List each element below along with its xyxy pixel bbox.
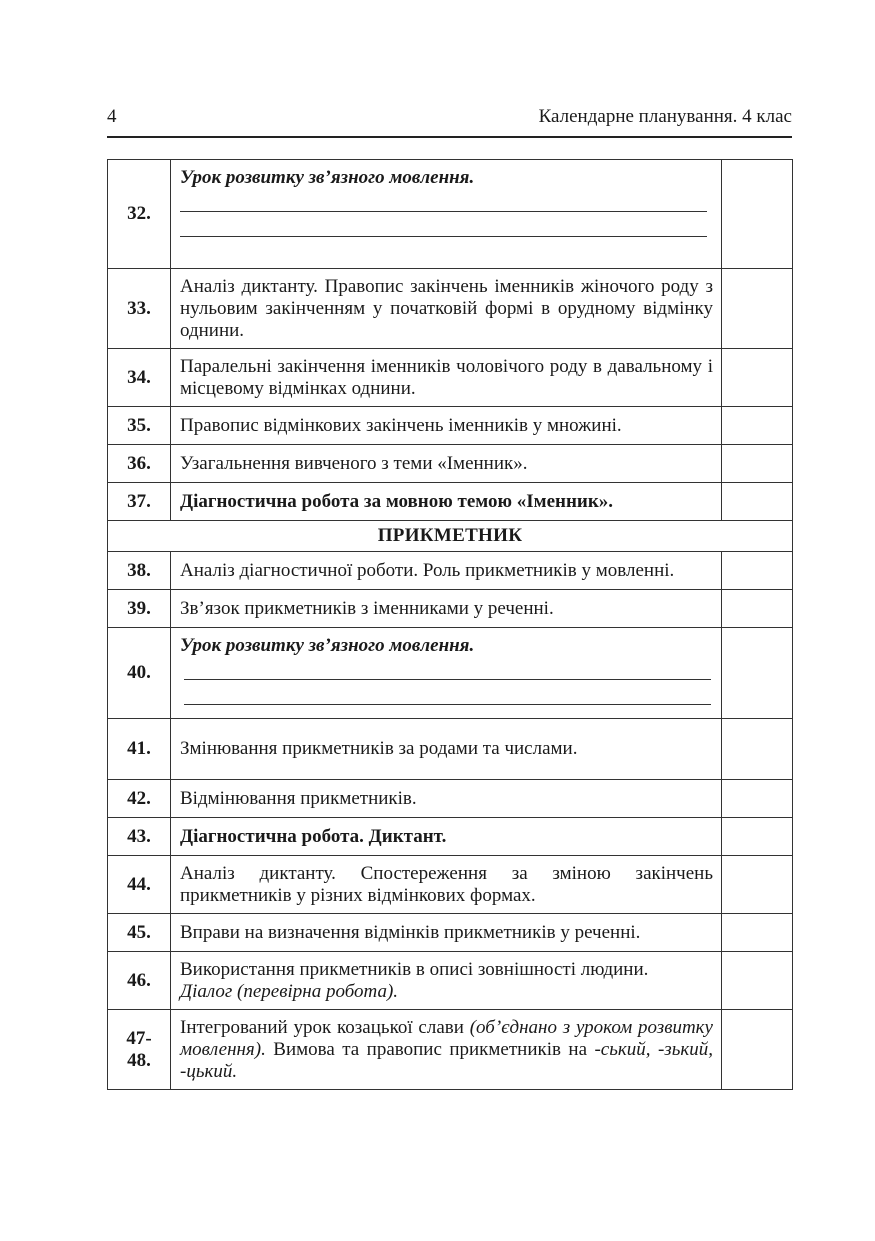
lesson-number: 45. bbox=[108, 914, 171, 952]
table-row bbox=[108, 952, 793, 1010]
lesson-title: Урок розвитку зв’язного мовлення. bbox=[180, 635, 475, 656]
note-cell bbox=[722, 914, 793, 952]
note-cell bbox=[722, 952, 793, 1010]
table-row bbox=[108, 856, 793, 914]
table-row bbox=[108, 160, 793, 269]
table-row bbox=[108, 445, 793, 483]
lesson-number: 36. bbox=[108, 445, 171, 483]
lesson-topic: Аналіз диктанту. Правопис закінчень іменників жіночого роду з нульовим закінченням у початковій формі в орудному відмінку однини. bbox=[171, 269, 722, 349]
lesson-suffixes: -ський, -зький, -цький. bbox=[180, 1038, 714, 1082]
lesson-topic: Діагностична робота. Диктант. bbox=[171, 818, 722, 856]
page-number: 4 bbox=[107, 106, 117, 127]
header-rule bbox=[107, 136, 792, 138]
table-row bbox=[108, 590, 793, 628]
note-cell bbox=[722, 628, 793, 719]
note-cell bbox=[722, 552, 793, 590]
table-row bbox=[108, 780, 793, 818]
lesson-topic: Зв’язок прикметників з іменниками у реченні. bbox=[171, 590, 722, 628]
lesson-number: 44. bbox=[108, 856, 171, 914]
lesson-topic: Відмінювання прикметників. bbox=[171, 780, 722, 818]
fill-in-line bbox=[184, 679, 711, 680]
note-cell bbox=[722, 483, 793, 521]
table-row bbox=[108, 719, 793, 780]
lesson-number: 40. bbox=[108, 628, 171, 719]
lesson-number: 39. bbox=[108, 590, 171, 628]
lesson-number: 34. bbox=[108, 349, 171, 407]
lesson-topic: Правопис відмінкових закінчень іменників у множині. bbox=[171, 407, 722, 445]
lesson-plan-table bbox=[107, 159, 793, 1090]
lesson-number: 42. bbox=[108, 780, 171, 818]
fill-in-line bbox=[180, 211, 707, 212]
lesson-topic: Аналіз діагностичної роботи. Роль прикметників у мовленні. bbox=[171, 552, 722, 590]
note-cell bbox=[722, 269, 793, 349]
lesson-text: Вимова та правопис прикметників на bbox=[273, 1038, 588, 1060]
lesson-number: 32. bbox=[108, 160, 171, 269]
table-row bbox=[108, 818, 793, 856]
lesson-topic bbox=[171, 952, 722, 1010]
note-cell bbox=[722, 719, 793, 780]
lesson-note: (об’єднано з уроком розвитку мовлення). bbox=[180, 1016, 713, 1060]
lesson-number: 35. bbox=[108, 407, 171, 445]
note-cell bbox=[722, 160, 793, 269]
lesson-topic: Узагальнення вивченого з теми «Іменник». bbox=[171, 445, 722, 483]
lesson-topic: Вправи на визначення відмінків прикметників у реченні. bbox=[171, 914, 722, 952]
lesson-text: Інтегрований урок козацької слави bbox=[180, 1016, 464, 1038]
table-row bbox=[108, 1010, 793, 1090]
table-row bbox=[108, 914, 793, 952]
page-header bbox=[107, 104, 792, 134]
fill-in-line bbox=[184, 704, 711, 705]
lesson-topic: Змінювання прикметників за родами та числами. bbox=[171, 719, 722, 780]
table-row bbox=[108, 483, 793, 521]
note-cell bbox=[722, 590, 793, 628]
lesson-number: 33. bbox=[108, 269, 171, 349]
note-cell bbox=[722, 445, 793, 483]
fill-in-line bbox=[180, 236, 707, 237]
lesson-number: 43. bbox=[108, 818, 171, 856]
lesson-topic bbox=[171, 160, 722, 269]
note-cell bbox=[722, 818, 793, 856]
lesson-note: Діалог (перевірна робота). bbox=[180, 980, 399, 1002]
table-row bbox=[108, 552, 793, 590]
section-row bbox=[108, 521, 793, 552]
section-heading: ПРИКМЕТНИК bbox=[108, 521, 793, 552]
table-row bbox=[108, 407, 793, 445]
lesson-number: 41. bbox=[108, 719, 171, 780]
lesson-topic: Аналіз диктанту. Спостереження за зміною закінчень прикметників у різних відмінкових формах. bbox=[171, 856, 722, 914]
lesson-text: Використання прикметників в описі зовнішності людини. bbox=[180, 958, 649, 980]
lesson-number: 37. bbox=[108, 483, 171, 521]
note-cell bbox=[722, 407, 793, 445]
lesson-number: 47- 48. bbox=[108, 1010, 171, 1090]
note-cell bbox=[722, 856, 793, 914]
running-title: Календарне планування. 4 клас bbox=[538, 106, 792, 127]
lesson-number: 46. bbox=[108, 952, 171, 1010]
table-row bbox=[108, 349, 793, 407]
lesson-topic: Діагностична робота за мовною темою «Іменник». bbox=[171, 483, 722, 521]
lesson-topic: Паралельні закінчення іменників чоловічого роду в давальному і місцевому відмінках однини. bbox=[171, 349, 722, 407]
note-cell bbox=[722, 780, 793, 818]
table-row bbox=[108, 628, 793, 719]
note-cell bbox=[722, 349, 793, 407]
table-row bbox=[108, 269, 793, 349]
lesson-number: 38. bbox=[108, 552, 171, 590]
note-cell bbox=[722, 1010, 793, 1090]
lesson-topic bbox=[171, 628, 722, 719]
lesson-topic bbox=[171, 1010, 722, 1090]
lesson-title: Урок розвитку зв’язного мовлення. bbox=[180, 167, 475, 188]
